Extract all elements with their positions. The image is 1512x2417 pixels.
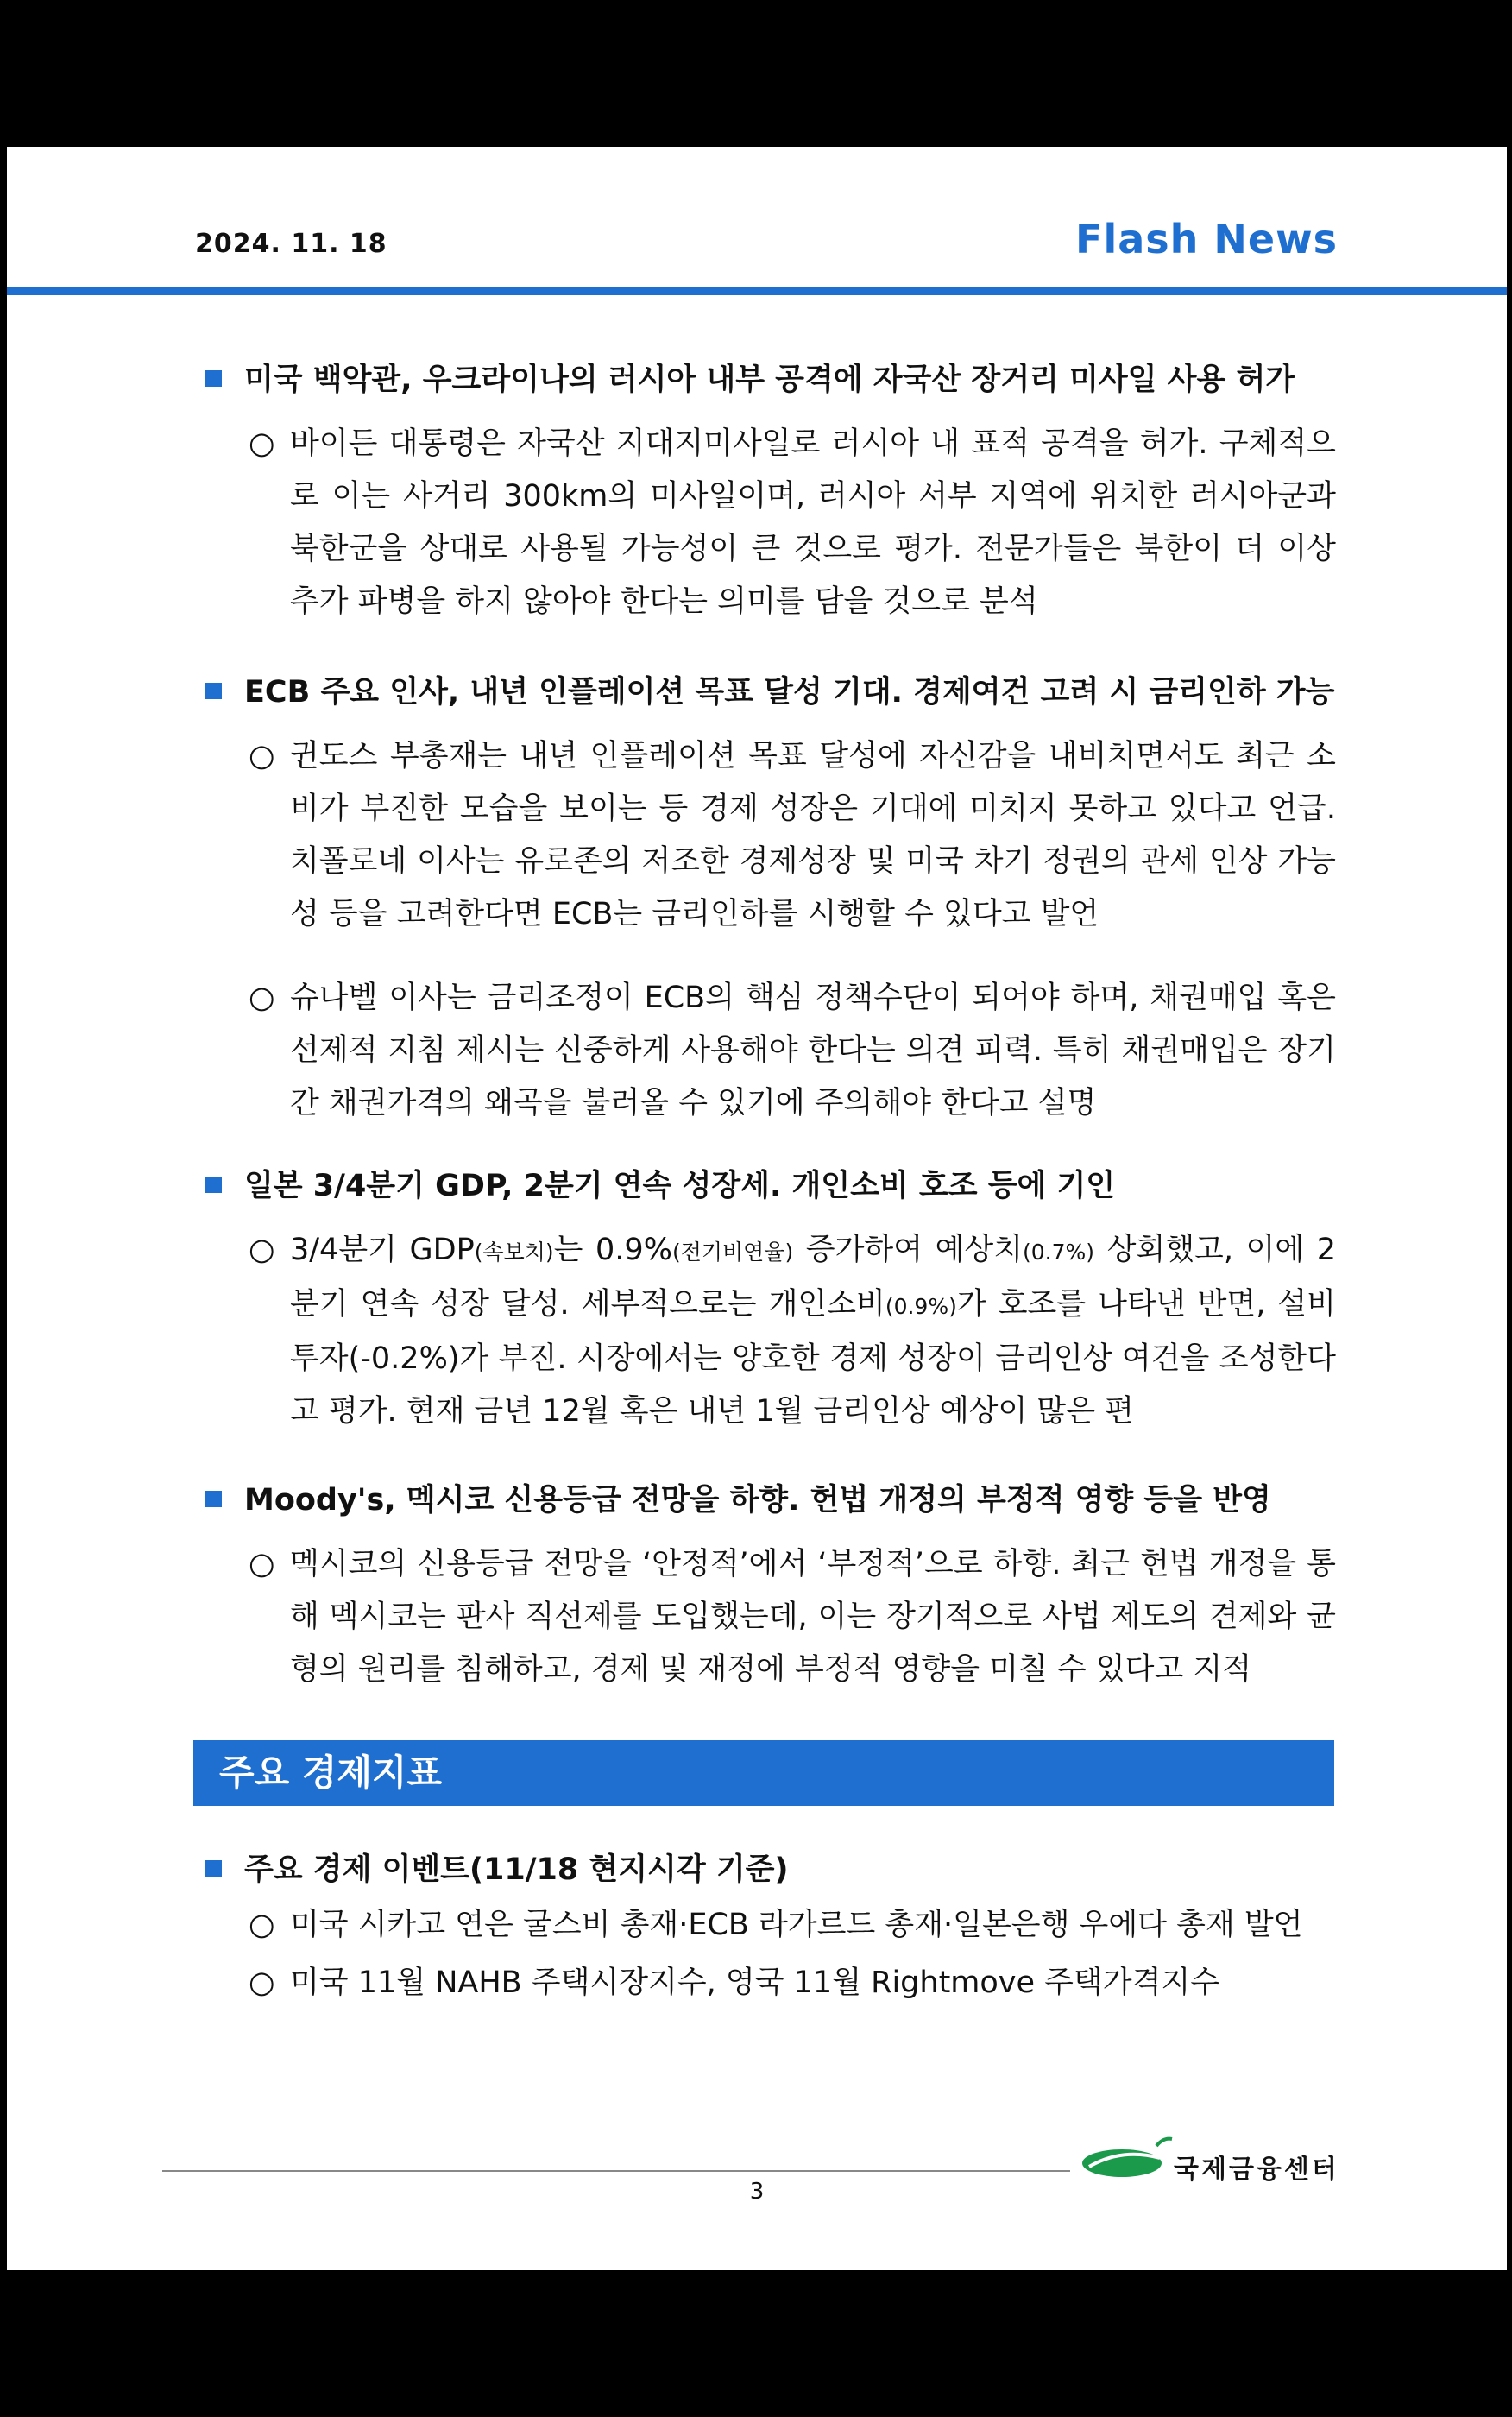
square-bullet-icon (205, 1860, 222, 1877)
square-bullet-icon (205, 1177, 222, 1193)
circle-bullet-icon: ○ (249, 981, 275, 1015)
footer-rule (162, 2170, 1070, 2172)
bullet-text: 3/4분기 GDP(속보치)는 0.9%(전기비연율) 증가하여 예상치(0.7%) 상회했고, 이에 2분기 연속 성장 달성. 세부적으로는 개인소비(0.9%)가 호조를 나타낸 반면, 설비투자(-0.2%)가 부진. 시장에서는 양호한 경제 성장이 금리인상 여건을 조성한다고 평가. 현재 금년 12월 혹은 내년 1월 금리인상 예상이 많은 편 (290, 1233, 1336, 1429)
page-number: 3 (749, 2179, 765, 2205)
list-item (205, 730, 1336, 941)
circle-bullet-icon: ○ (249, 1908, 275, 1942)
square-bullet-icon (205, 370, 222, 387)
list-item (205, 1224, 1336, 1438)
circle-bullet-icon: ○ (249, 426, 275, 461)
brand-title: Flash News (1075, 216, 1338, 262)
indicators-banner: 주요 경제지표 (193, 1740, 1334, 1806)
list-item (205, 1538, 1336, 1696)
circle-bullet-icon: ○ (249, 739, 275, 773)
news-section-4 (205, 1476, 1336, 1696)
bullet-text: 멕시코의 신용등급 전망을 ‘안정적’에서 ‘부정적’으로 하향. 최근 헌법 개정을 통해 멕시코는 판사 직선제를 도입했는데, 이는 장기적으로 사법 제도의 견제와 균형의 원리를 침해하고, 경제 및 재정에 부정적 영향을 미칠 수 있다고 지적 (290, 1547, 1336, 1687)
report-date: 2024. 11. 18 (195, 229, 387, 259)
list-item (205, 972, 1336, 1130)
bullet-text: 미국 시카고 연은 굴스비 총재·ECB 라가르드 총재·일본은행 우에다 총재 발언 (290, 1908, 1303, 1942)
events-section (205, 1846, 1336, 2010)
document-page (7, 147, 1507, 2270)
section-title: 주요 경제 이벤트(11/18 현지시각 기준) (244, 1852, 789, 1887)
kcif-logo-icon (1077, 2132, 1181, 2184)
news-section-3 (205, 1162, 1336, 1438)
news-section-2 (205, 668, 1336, 1130)
header-rule (7, 287, 1507, 295)
section-title: 일본 3/4분기 GDP, 2분기 연속 성장세. 개인소비 호조 등에 기인 (244, 1169, 1116, 1203)
section-title: ECB 주요 인사, 내년 인플레이션 목표 달성 기대. 경제여건 고려 시 금리인하 가능 (244, 675, 1335, 710)
circle-bullet-icon: ○ (249, 1966, 275, 2000)
bullet-text: 바이든 대통령은 자국산 지대지미사일로 러시아 내 표적 공격을 허가. 구체적으로 이는 사거리 300km의 미사일이며, 러시아 서부 지역에 위치한 러시아군과 북한군을 상대로 사용될 가능성이 큰 것으로 평가. 전문가들은 북한이 더 이상 추가 파병을 하지 않아야 한다는 의미를 담을 것으로 분석 (290, 426, 1336, 619)
square-bullet-icon (205, 683, 222, 699)
list-item (205, 1957, 1336, 2010)
circle-bullet-icon: ○ (249, 1547, 275, 1581)
bullet-text: 미국 11월 NAHB 주택시장지수, 영국 11월 Rightmove 주택가격지수 (290, 1966, 1220, 2000)
bullet-text: 슈나벨 이사는 금리조정이 ECB의 핵심 정책수단이 되어야 하며, 채권매입 혹은 선제적 지침 제시는 신중하게 사용해야 한다는 의견 피력. 특히 채권매입은 장기간 채권가격의 왜곡을 불러올 수 있기에 주의해야 한다고 설명 (290, 981, 1336, 1120)
square-bullet-icon (205, 1491, 222, 1507)
list-item (205, 418, 1336, 628)
bullet-text: 귄도스 부총재는 내년 인플레이션 목표 달성에 자신감을 내비치면서도 최근 소비가 부진한 모습을 보이는 등 경제 성장은 기대에 미치지 못하고 있다고 언급. 치폴로네 이사는 유로존의 저조한 경제성장 및 미국 차기 정권의 관세 인상 가능성 등을 고려한다면 ECB는 금리인하를 시행할 수 있다고 발언 (290, 739, 1336, 931)
list-item (205, 1899, 1336, 1952)
section-title: 미국 백악관, 우크라이나의 러시아 내부 공격에 자국산 장거리 미사일 사용 허가 (244, 363, 1295, 397)
logo-text: 국제금융센터 (1174, 2155, 1339, 2185)
news-section-1 (205, 356, 1336, 628)
section-title: Moody's, 멕시코 신용등급 전망을 하향. 헌법 개정의 부정적 영향 등을 반영 (244, 1483, 1271, 1518)
circle-bullet-icon: ○ (249, 1233, 275, 1267)
